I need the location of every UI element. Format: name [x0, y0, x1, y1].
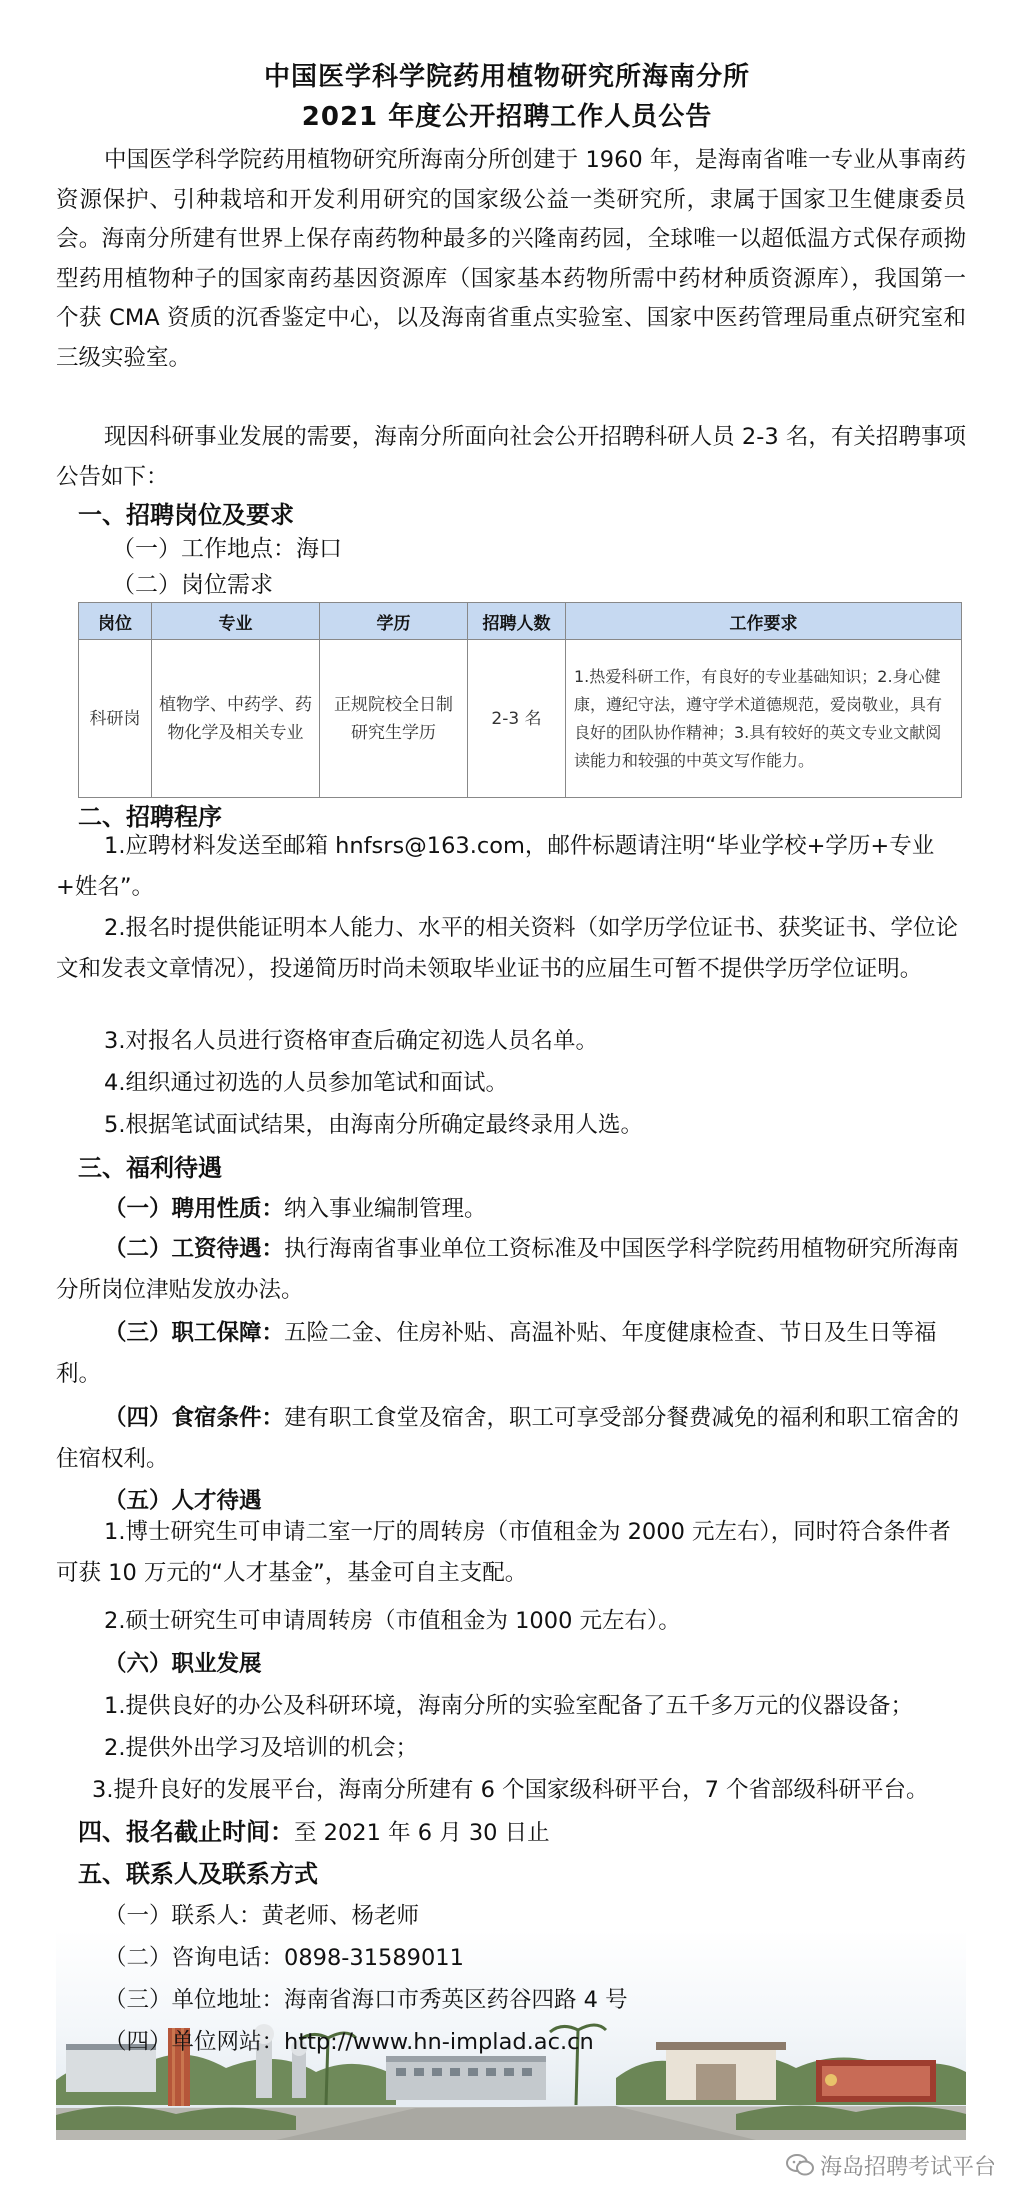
- position-requirements: （二）岗位需求: [112, 572, 273, 598]
- benefit-employment: [104, 1194, 487, 1224]
- table-header-row: [79, 603, 962, 640]
- career-item-1: 1.提供良好的办公及科研环境，海南分所的实验室配备了五千多万元的仪器设备；: [104, 1693, 913, 1719]
- contact-address: （三）单位地址：海南省海口市秀英区药谷四路 4 号: [104, 1987, 628, 2013]
- benefit-label: （一）聘用性质：: [104, 1196, 285, 1222]
- section5-heading: 五、联系人及联系方式: [78, 1860, 318, 1888]
- talent-item-1: 1.博士研究生可申请二室一厅的周转房（市值租金为 2000 元左右），同时符合条件者可获 10 万元的“人才基金”，基金可自主支配。: [56, 1519, 951, 1586]
- benefit-text: 纳入事业编制管理。: [284, 1196, 487, 1222]
- table-cell-education: 正规院校全日制研究生学历: [320, 640, 468, 798]
- section3-heading: 三、福利待遇: [78, 1154, 222, 1182]
- table-cell-major: 植物学、中药学、药物化学及相关专业: [152, 640, 320, 798]
- watermark-text: 海岛招聘考试平台: [819, 2155, 996, 2180]
- talent-heading: （五）人才待遇: [104, 1488, 262, 1514]
- deadline: [78, 1817, 550, 1848]
- table-header: 岗位: [79, 603, 152, 640]
- benefit-label: （三）职工保障：: [104, 1320, 285, 1346]
- work-location: （一）工作地点：海口: [112, 536, 342, 562]
- benefit-text: 五险二金、住房补贴、高温补贴、年度健康检查、节日及生日等福利。: [56, 1320, 937, 1387]
- section1-heading: 一、招聘岗位及要求: [78, 501, 294, 529]
- table-header: 工作要求: [566, 603, 962, 640]
- benefit-security: [56, 1313, 968, 1395]
- section2-heading: 二、招聘程序: [78, 803, 222, 831]
- career-item-3: 3.提升良好的发展平台，海南分所建有 6 个国家级科研平台，7 个省部级科研平台。: [92, 1777, 929, 1803]
- contact-person: （一）联系人：黄老师、杨老师: [104, 1903, 420, 1929]
- table-header: 专业: [152, 603, 320, 640]
- benefit-salary: [56, 1229, 968, 1311]
- procedure-step-3: 3.对报名人员进行资格审查后确定初选人员名单。: [104, 1028, 598, 1054]
- job-table: [78, 602, 962, 798]
- benefit-housing-meals: [56, 1398, 968, 1480]
- procedure-step-4: 4.组织通过初选的人员参加笔试和面试。: [104, 1070, 508, 1096]
- benefit-label: （四）食宿条件：: [104, 1405, 285, 1431]
- watermark: [786, 2150, 996, 2183]
- procedure-step-5: 5.根据笔试面试结果，由海南分所确定最终录用人选。: [104, 1112, 643, 1138]
- benefit-text: 执行海南省事业单位工资标准及中国医学科学院药用植物研究所海南分所岗位津贴发放办法。: [56, 1236, 960, 1303]
- table-cell-requirements: 1.热爱科研工作，有良好的专业基础知识；2.身心健康，遵纪守法，遵守学术道德规范，爱岗敬业，具有良好的团队协作精神；3.具有较好的英文专业文献阅读能力和较强的中英文写作能力。: [566, 640, 962, 798]
- page-subtitle: 2021 年度公开招聘工作人员公告: [301, 102, 713, 132]
- intro-paragraph: 中国医学科学院药用植物研究所海南分所创建于 1960 年，是海南省唯一专业从事南药资源保护、引种栽培和开发利用研究的国家级公益一类研究所，隶属于国家卫生健康委员会。海南分所建有世界上保存南药物种最多的兴隆南药园，全球唯一以超低温方式保存顽拗型药用植物种子的国家南药基因资源库（国家基本药物所需中药材种质资源库），我国第一个获 CMA 资质的沉香鉴定中心，以及海南省重点实验室、国家中医药管理局重点研究室和三级实验室。: [56, 147, 966, 371]
- table-cell-position: 科研岗: [79, 640, 152, 798]
- talent-item-2: 2.硕士研究生可申请周转房（市值租金为 1000 元左右）。: [104, 1608, 681, 1634]
- table-row: [79, 640, 962, 798]
- contact-phone: （二）咨询电话：0898-31589011: [104, 1945, 464, 1971]
- procedure-step-2: 2.报名时提供能证明本人能力、水平的相关资料（如学历学位证书、获奖证书、学位论文和发表文章情况），投递简历时尚未领取毕业证书的应届生可暂不提供学历学位证明。: [56, 915, 958, 982]
- benefit-label: （二）工资待遇：: [104, 1236, 285, 1262]
- intro-recruitment-paragraph: 现因科研事业发展的需要，海南分所面向社会公开招聘科研人员 2-3 名，有关招聘事项公告如下：: [56, 424, 966, 490]
- contact-website[interactable]: （四）单位网站：http://www.hn-implad.ac.cn: [104, 2029, 594, 2055]
- wechat-icon: [786, 2153, 814, 2183]
- career-item-2: 2.提供外出学习及培训的机会；: [104, 1735, 418, 1761]
- deadline-label: 四、报名截止时间：: [78, 1818, 294, 1846]
- table-header: 招聘人数: [468, 603, 566, 640]
- deadline-text: 至 2021 年 6 月 30 日止: [294, 1820, 550, 1846]
- benefit-text: 建有职工食堂及宿舍，职工可享受部分餐费减免的福利和职工宿舍的住宿权利。: [56, 1405, 960, 1472]
- table-header: 学历: [320, 603, 468, 640]
- procedure-step-1: 1.应聘材料发送至邮箱 hnfsrs@163.com，邮件标题请注明“毕业学校+学历+专业+姓名”。: [56, 833, 935, 900]
- table-cell-count: 2-3 名: [468, 640, 566, 798]
- career-heading: （六）职业发展: [104, 1651, 262, 1677]
- page-title: 中国医学科学院药用植物研究所海南分所: [263, 62, 750, 92]
